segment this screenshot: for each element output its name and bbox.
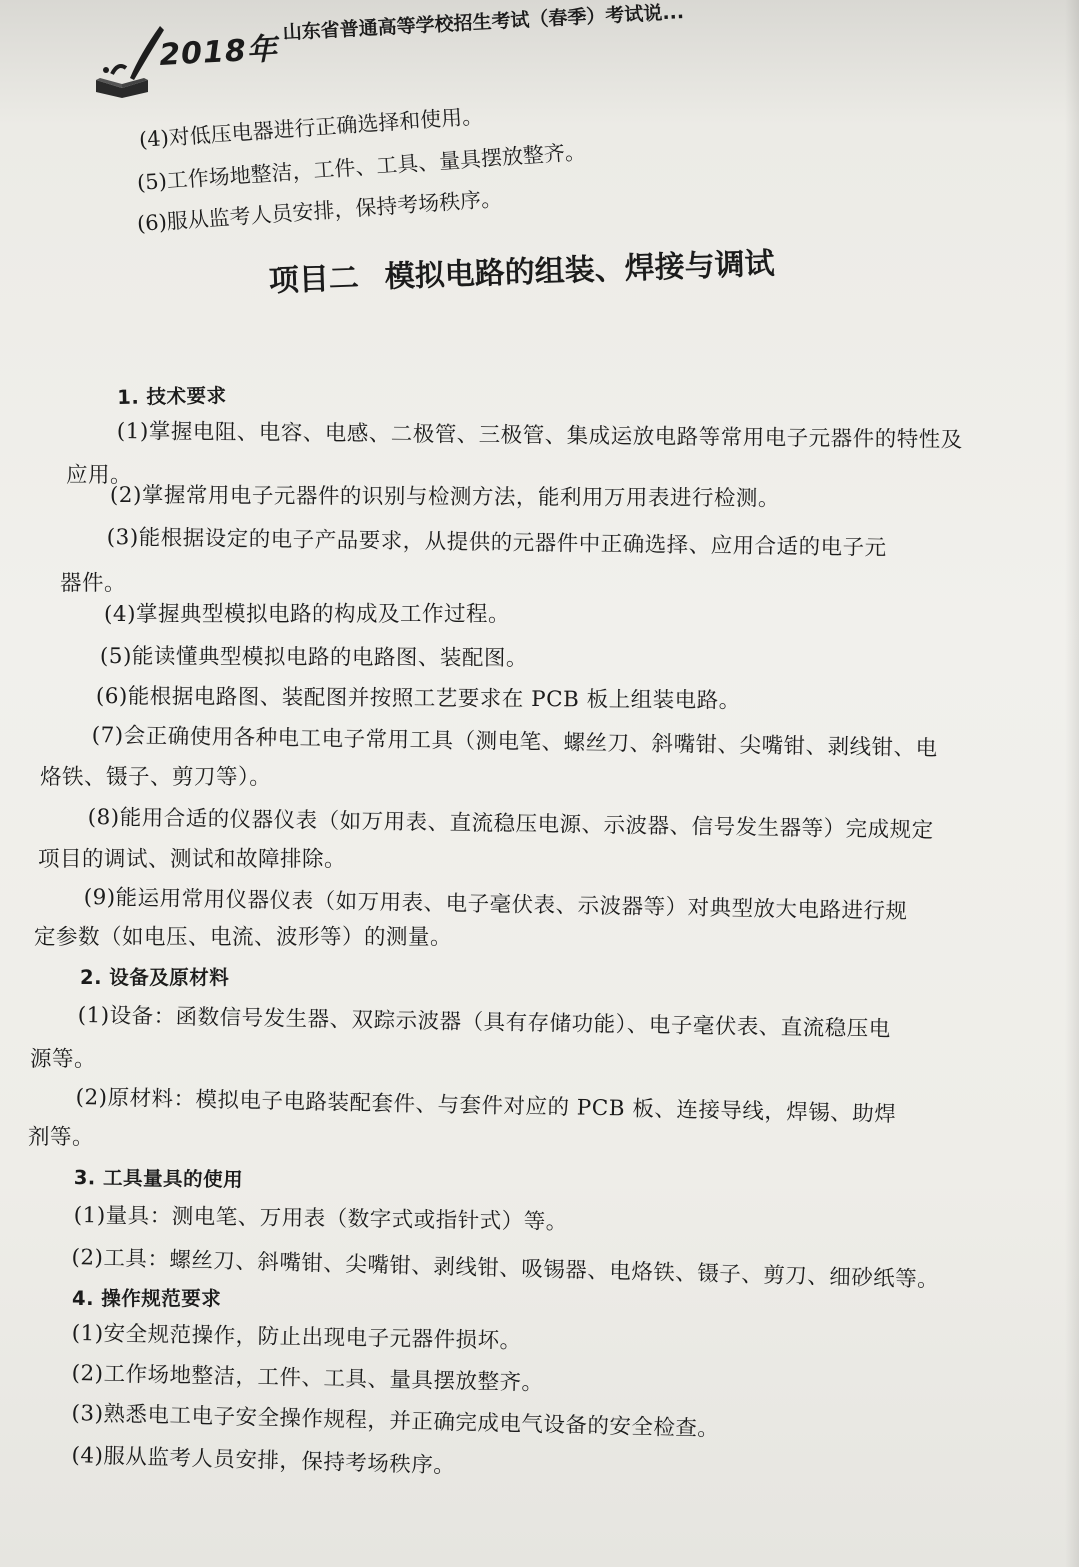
- paragraph-line: 项目的调试、测试和故障排除。: [38, 847, 347, 872]
- subsection-heading: 1. 技术要求: [117, 384, 227, 409]
- paragraph-line: (2)原材料：模拟电子电路装配套件、与套件对应的 PCB 板、连接导线，焊锡、助焊: [75, 1084, 897, 1128]
- paragraph-line: (2)工具：螺丝刀、斜嘴钳、尖嘴钳、剥线钳、吸锡器、电烙铁、镊子、剪刀、细砂纸等。: [71, 1244, 940, 1293]
- paragraph-line: (5)能读懂典型模拟电路的电路图、装配图。: [99, 643, 528, 672]
- paragraph-line: 剂等。: [28, 1125, 95, 1150]
- paragraph-line: (1)安全规范操作，防止出现电子元器件损坏。: [71, 1320, 522, 1354]
- paragraph-line: (2)工作场地整洁，工件、工具、量具摆放整齐。: [71, 1360, 544, 1396]
- paragraph-line: (8)能用合适的仪器仪表（如万用表、直流稳压电源、示波器、信号发生器等）完成规定: [87, 804, 934, 844]
- page-edge-shadow: [1065, 0, 1079, 1567]
- paragraph-line: (7)会正确使用各种电工电子常用工具（测电笔、螺丝刀、斜嘴钳、尖嘴钳、剥线钳、电: [91, 722, 938, 762]
- list-item: (4)对低压电器进行正确选择和使用。: [138, 103, 484, 152]
- section-name: 模拟电路的组装、焊接与调试: [384, 246, 776, 295]
- paragraph-line: (3)能根据设定的电子产品要求，从提供的元器件中正确选择、应用合适的电子元: [106, 524, 887, 561]
- paragraph-line: (6)能根据电路图、装配图并按照工艺要求在 PCB 板上组装电路。: [95, 683, 741, 714]
- paragraph-line: (1)设备：函数信号发生器、双踪示波器（具有存储功能）、电子毫伏表、直流稳压电: [77, 1002, 892, 1043]
- header-year: 2018年: [158, 31, 279, 73]
- paragraph-line: (3)熟悉电工电子安全操作规程，并正确完成电气设备的安全检查。: [71, 1400, 720, 1442]
- subsection-heading: 2. 设备及原材料: [80, 966, 230, 989]
- book-pen-logo-icon: [92, 18, 167, 98]
- paragraph-line: (4)服从监考人员安排，保持考场秩序。: [71, 1442, 456, 1479]
- paragraph-line: 应用。: [66, 463, 133, 488]
- paragraph-line: (9)能运用常用仪器仪表（如万用表、电子毫伏表、示波器等）对典型放大电路进行规: [83, 884, 908, 925]
- paragraph-line: 器件。: [60, 571, 127, 596]
- paragraph-line: (1)掌握电阻、电容、电感、二极管、三极管、集成运放电路等常用电子元器件的特性及: [116, 418, 963, 453]
- section-number: 项目二: [268, 260, 360, 299]
- paragraph-line: 定参数（如电压、电流、波形等）的测量。: [34, 925, 453, 950]
- list-item: (6)服从监考人员安排，保持考场秩序。: [136, 186, 503, 236]
- paragraph-line: (4)掌握典型模拟电路的构成及工作过程。: [104, 602, 510, 627]
- header-title: 山东省普通高等学校招生考试（春季）考试说...: [282, 0, 685, 44]
- paragraph-line: 烙铁、镊子、剪刀等）。: [40, 765, 272, 790]
- paragraph-line: (1)量具：测电笔、万用表（数字式或指针式）等。: [73, 1202, 568, 1235]
- section-title: [268, 238, 775, 300]
- page-header: [92, 0, 992, 98]
- paragraph-line: (2)掌握常用电子元器件的识别与检测方法，能利用万用表进行检测。: [109, 482, 780, 512]
- list-item: (5)工作场地整洁，工件、工具、量具摆放整齐。: [136, 139, 587, 195]
- subsection-heading: 3. 工具量具的使用: [73, 1165, 244, 1192]
- paragraph-line: 源等。: [30, 1047, 97, 1072]
- subsection-heading: 4. 操作规范要求: [72, 1287, 222, 1310]
